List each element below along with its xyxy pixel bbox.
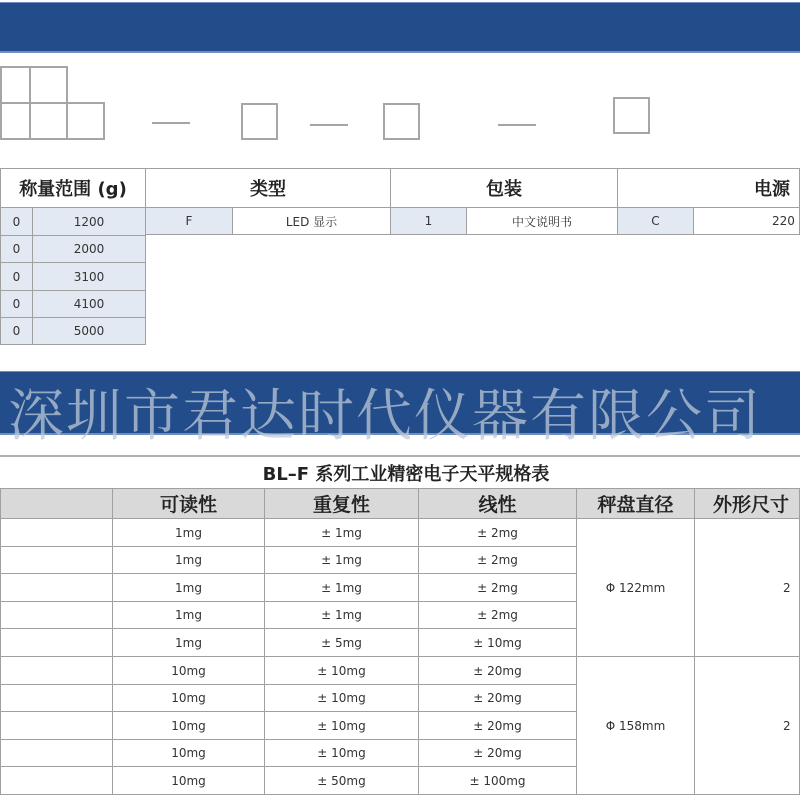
model-cell: [0, 684, 113, 712]
range-min: 0: [0, 262, 33, 291]
repeatability-cell: ± 10mg: [264, 711, 419, 740]
range-max: 3100: [32, 262, 146, 291]
code-box: [241, 103, 278, 140]
readability-cell: 10mg: [112, 739, 265, 767]
spec-header: 可读性: [112, 488, 265, 519]
header-type: 类型: [145, 168, 391, 208]
model-cell: [0, 656, 113, 685]
header-package: 包装: [390, 168, 618, 208]
model-cell: [0, 573, 113, 602]
range-max: 1200: [32, 207, 146, 236]
range-min: 0: [0, 235, 33, 263]
repeatability-cell: ± 10mg: [264, 684, 419, 712]
readability-cell: 1mg: [112, 546, 265, 574]
model-cell: [0, 711, 113, 740]
model-cell: [0, 601, 113, 629]
code-box: [0, 102, 31, 140]
linearity-cell: ± 20mg: [418, 684, 577, 712]
spec-header: [0, 488, 113, 519]
package-value: 中文说明书: [466, 207, 618, 235]
repeatability-cell: ± 50mg: [264, 766, 419, 795]
range-min: 0: [0, 290, 33, 318]
range-max: 4100: [32, 290, 146, 318]
dash: [498, 124, 536, 126]
spec-header: 秤盘直径: [576, 488, 695, 519]
header-power: 电源: [617, 168, 800, 208]
model-cell: [0, 518, 113, 547]
repeatability-cell: ± 5mg: [264, 628, 419, 657]
linearity-cell: ± 20mg: [418, 739, 577, 767]
range-max: 5000: [32, 317, 146, 345]
dash: [310, 124, 348, 126]
code-box: [29, 66, 68, 104]
repeatability-cell: ± 1mg: [264, 573, 419, 602]
range-min: 0: [0, 207, 33, 236]
power-value: 220: [693, 207, 800, 235]
linearity-cell: ± 2mg: [418, 518, 577, 547]
code-box: [0, 66, 31, 104]
readability-cell: 1mg: [112, 628, 265, 657]
repeatability-cell: ± 10mg: [264, 656, 419, 685]
spec-table-title: BL–F 系列工业精密电子天平规格表: [262, 464, 550, 485]
package-code: 1: [390, 207, 467, 235]
readability-cell: 10mg: [112, 766, 265, 795]
code-box: [383, 103, 420, 140]
repeatability-cell: ± 10mg: [264, 739, 419, 767]
repeatability-cell: ± 1mg: [264, 518, 419, 547]
repeatability-cell: ± 1mg: [264, 601, 419, 629]
linearity-cell: ± 10mg: [418, 628, 577, 657]
type-value: LED 显示: [232, 207, 391, 235]
range-min: 0: [0, 317, 33, 345]
divider: [0, 455, 800, 457]
header-range: 称量范围 (g): [0, 168, 146, 208]
code-box: [66, 102, 105, 140]
model-cell: [0, 628, 113, 657]
linearity-cell: ± 2mg: [418, 601, 577, 629]
spec-header: 线性: [418, 488, 577, 519]
type-code: F: [145, 207, 233, 235]
linearity-cell: ± 2mg: [418, 546, 577, 574]
dimensions-cell: 2: [694, 518, 800, 657]
range-max: 2000: [32, 235, 146, 263]
power-code: C: [617, 207, 694, 235]
pan-diameter-cell: Φ 122mm: [576, 518, 695, 657]
linearity-cell: ± 20mg: [418, 656, 577, 685]
code-box: [29, 102, 68, 140]
readability-cell: 1mg: [112, 601, 265, 629]
header-band: [0, 2, 800, 53]
spec-header: 重复性: [264, 488, 419, 519]
linearity-cell: ± 2mg: [418, 573, 577, 602]
readability-cell: 10mg: [112, 684, 265, 712]
company-watermark: 深圳市君达时代仪器有限公司: [8, 384, 762, 449]
dimensions-cell: 2: [694, 656, 800, 795]
readability-cell: 10mg: [112, 656, 265, 685]
spec-header: 外形尺寸: [694, 488, 800, 519]
repeatability-cell: ± 1mg: [264, 546, 419, 574]
readability-cell: 10mg: [112, 711, 265, 740]
model-cell: [0, 546, 113, 574]
pan-diameter-cell: Φ 158mm: [576, 656, 695, 795]
readability-cell: 1mg: [112, 573, 265, 602]
code-box: [613, 97, 650, 134]
linearity-cell: ± 100mg: [418, 766, 577, 795]
linearity-cell: ± 20mg: [418, 711, 577, 740]
dash: [152, 122, 190, 124]
model-cell: [0, 739, 113, 767]
readability-cell: 1mg: [112, 518, 265, 547]
model-cell: [0, 766, 113, 795]
